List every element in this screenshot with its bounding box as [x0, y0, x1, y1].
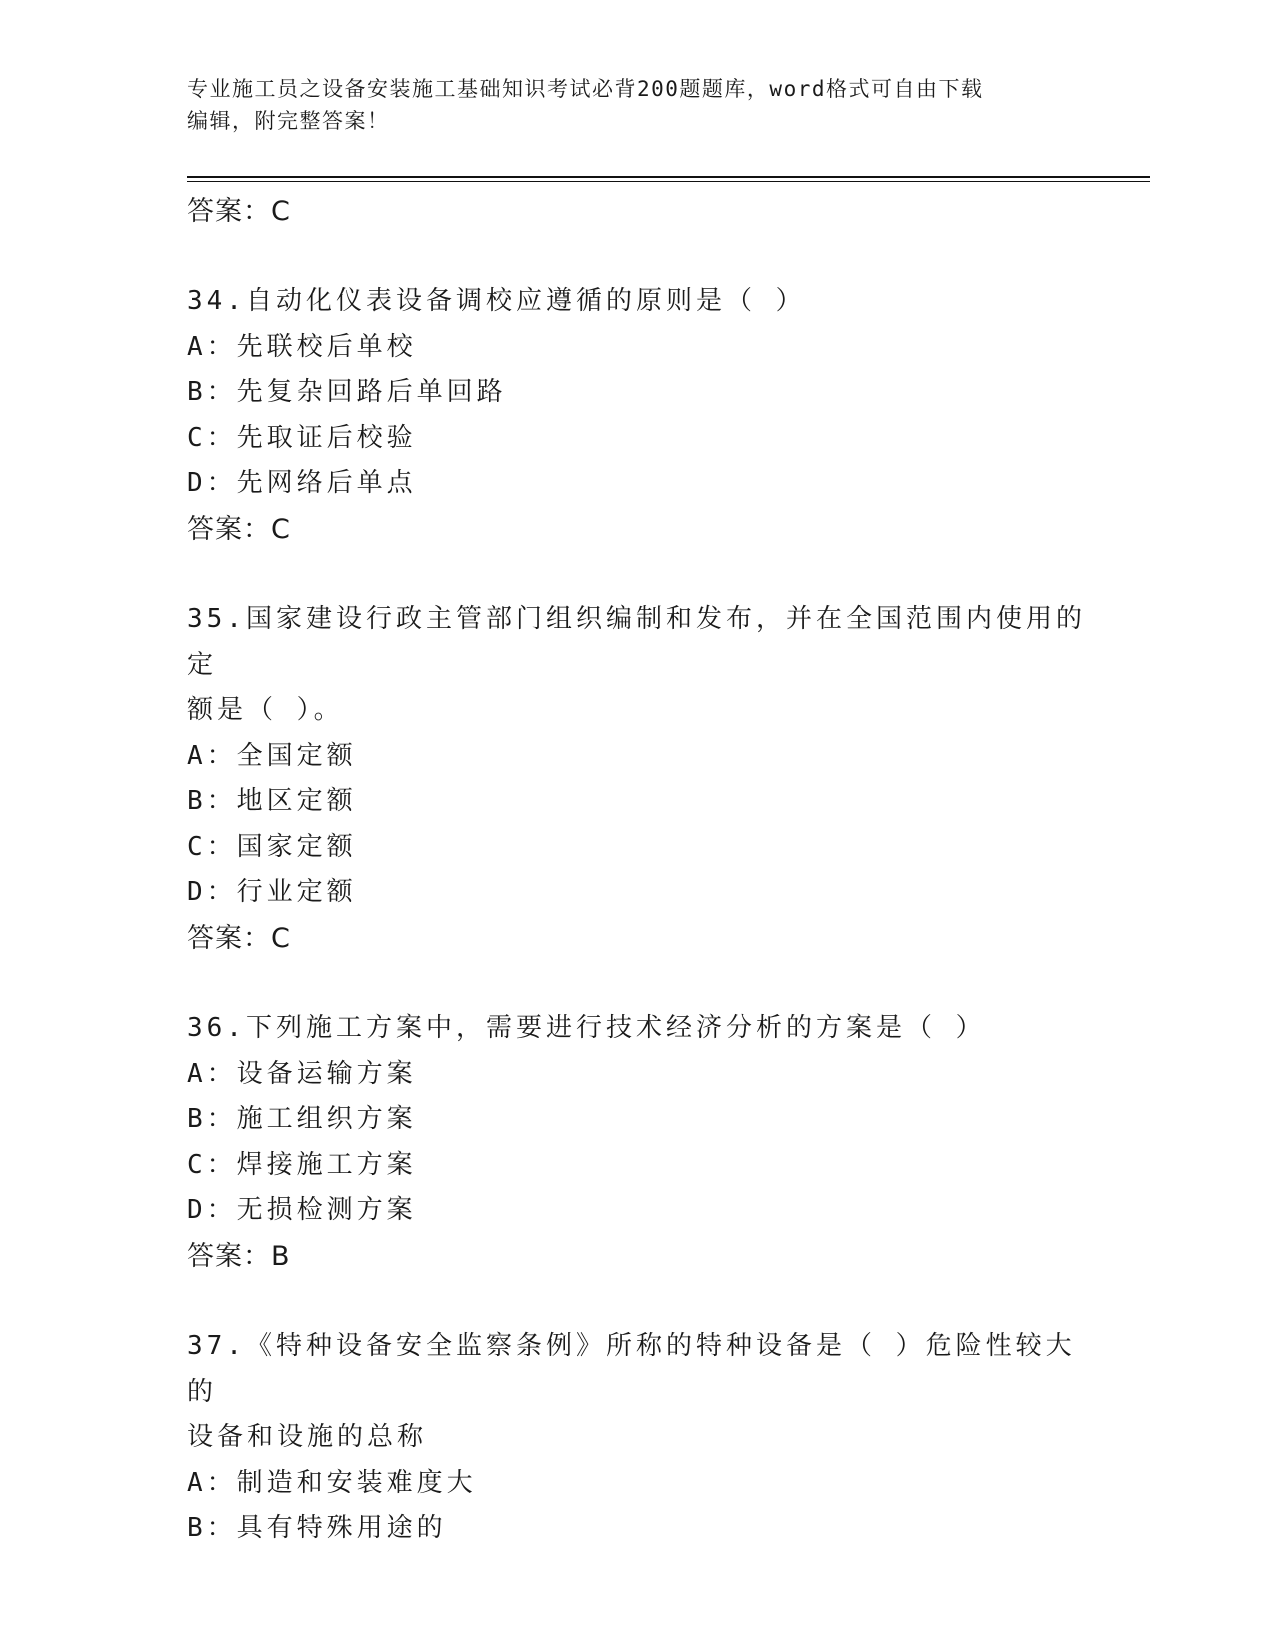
option-a: A：先联校后单校	[187, 331, 417, 362]
question-stem-line-2: 额是（ ）。	[187, 695, 344, 725]
question-stem-line-1: 37.《特种设备安全监察条例》所称的特种设备是（ ）危险性较大的	[187, 1331, 1076, 1407]
option-b: B：施工组织方案	[187, 1104, 417, 1134]
question-stem: 34.自动化仪表设备调校应遵循的原则是（ ）	[187, 286, 806, 316]
option-d: D：行业定额	[187, 877, 357, 907]
spacer	[187, 1279, 1087, 1324]
document-content	[187, 189, 1087, 1552]
header-rule-thick	[187, 176, 1150, 178]
document-header	[187, 73, 1067, 137]
option-c: C：先取证后校验	[187, 422, 417, 453]
option-a: A：全国定额	[187, 740, 357, 771]
question-36	[187, 1006, 1087, 1279]
option-d: D：无损检测方案	[187, 1195, 417, 1225]
question-stem-line-2: 设备和设施的总称	[187, 1422, 428, 1452]
option-a: A：设备运输方案	[187, 1058, 417, 1089]
question-34	[187, 279, 1087, 552]
option-d: D：先网络后单点	[187, 468, 417, 498]
spacer	[187, 552, 1087, 597]
answer-line: 答案：C	[187, 922, 291, 954]
header-rule-thin	[187, 181, 1150, 182]
answer-line: 答案：B	[187, 1240, 291, 1272]
option-a: A：制造和安装难度大	[187, 1467, 477, 1498]
header-line-2: 编辑，附完整答案！	[187, 109, 390, 133]
spacer	[187, 961, 1087, 1006]
answer-line: 答案：C	[187, 196, 291, 227]
option-c: C：国家定额	[187, 831, 357, 862]
option-c: C：焊接施工方案	[187, 1149, 417, 1180]
question-stem-line-1: 35.国家建设行政主管部门组织编制和发布，并在全国范围内使用的定	[187, 604, 1086, 680]
answer-line: 答案：C	[187, 513, 291, 545]
header-line-1: 专业施工员之设备安装施工基础知识考试必背200题题库，word格式可自由下载	[187, 77, 984, 101]
option-b: B：先复杂回路后单回路	[187, 377, 507, 407]
question-stem: 36.下列施工方案中，需要进行技术经济分析的方案是（ ）	[187, 1013, 986, 1043]
spacer	[187, 234, 1087, 279]
question-37	[187, 1324, 1087, 1552]
question-35	[187, 597, 1087, 961]
option-b: B：具有特殊用途的	[187, 1513, 447, 1543]
option-b: B：地区定额	[187, 786, 357, 816]
